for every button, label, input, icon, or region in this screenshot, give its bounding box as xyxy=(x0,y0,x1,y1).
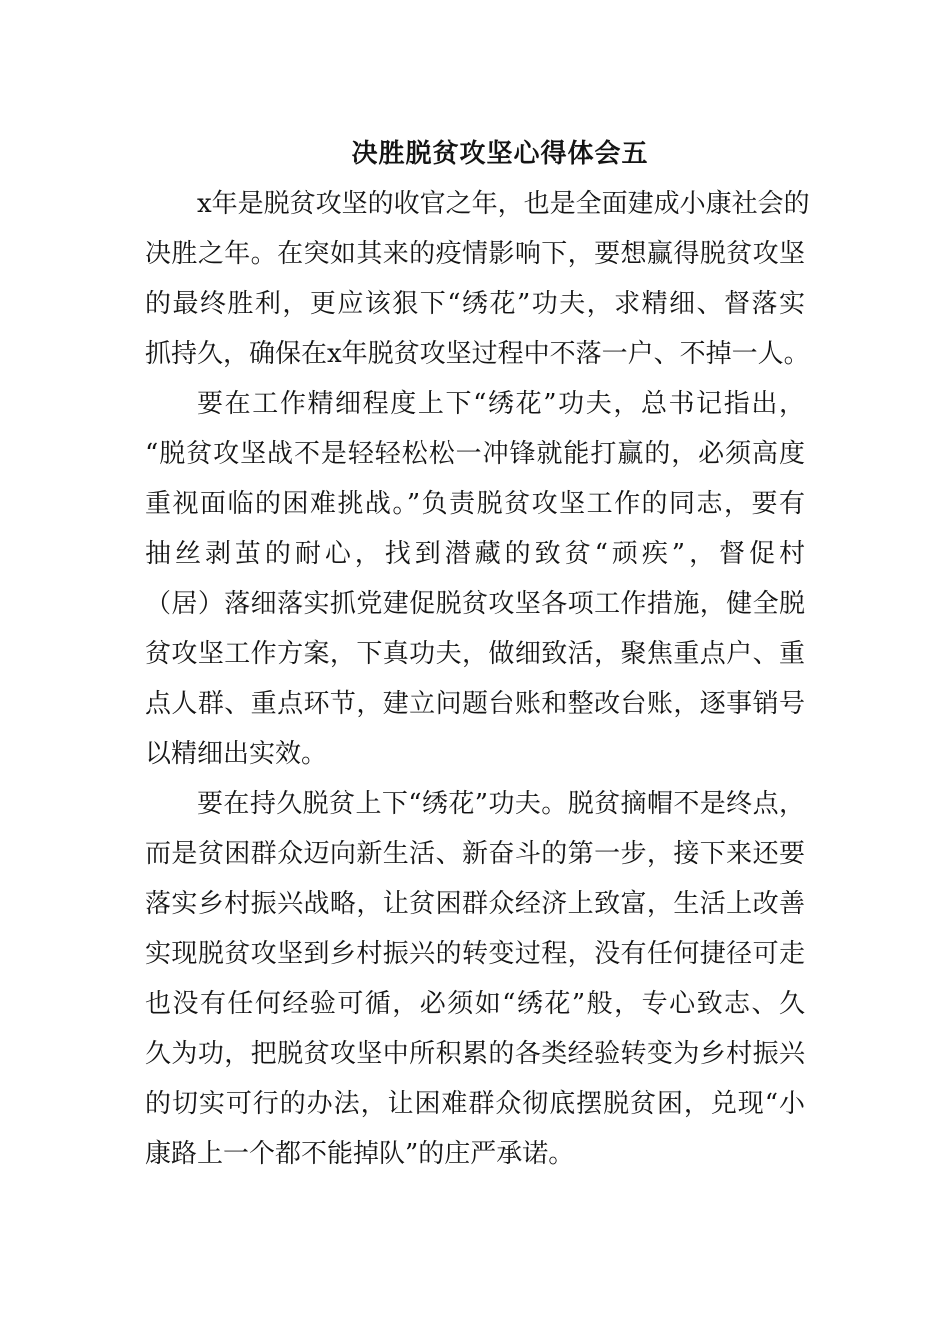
paragraph-1-line-4: 抓持久，确保在x年脱贫攻坚过程中不落一户、不掉一人。 xyxy=(145,339,810,369)
paragraph-2-line-2: “脱贫攻坚战不是轻轻松松一冲锋就能打赢的，必须高度 xyxy=(145,439,805,469)
paragraph-3-line-4: 实现脱贫攻坚到乡村振兴的转变过程，没有任何捷径可走 xyxy=(145,939,805,969)
paragraph-3-line-2: 而是贫困群众迈向新生活、新奋斗的第一步，接下来还要 xyxy=(145,839,805,869)
paragraph-2-line-4: 抽丝剥茧的耐心，找到潜藏的致贫“顽疾”，督促村 xyxy=(145,539,805,569)
paragraph-1-line-1: x年是脱贫攻坚的收官之年，也是全面建成小康社会的 xyxy=(197,189,810,219)
paragraph-2-line-1: 要在工作精细程度上下“绣花”功夫，总书记指出， xyxy=(197,389,805,419)
paragraph-3-line-3: 落实乡村振兴战略，让贫困群众经济上致富，生活上改善 xyxy=(145,889,805,919)
paragraph-1-line-3: 的最终胜利，更应该狠下“绣花”功夫，求精细、督落实 xyxy=(145,289,805,319)
paragraph-2-line-7: 点人群、重点环节，建立问题台账和整改台账，逐事销号 xyxy=(145,689,805,719)
paragraph-3-line-5: 也没有任何经验可循，必须如“绣花”般，专心致志、久 xyxy=(145,989,805,1019)
document-title: 决胜脱贫攻坚心得体会五 xyxy=(351,139,649,169)
paragraph-3-line-1: 要在持久脱贫上下“绣花”功夫。脱贫摘帽不是终点， xyxy=(197,789,805,819)
paragraph-3-line-8: 康路上一个都不能掉队”的庄严承诺。 xyxy=(145,1139,575,1169)
paragraph-2-line-5: （居）落细落实抓党建促脱贫攻坚各项工作措施，健全脱 xyxy=(145,589,805,619)
paragraph-1-line-2: 决胜之年。在突如其来的疫情影响下，要想赢得脱贫攻坚 xyxy=(145,239,805,269)
paragraph-2-line-8: 以精细出实效。 xyxy=(145,739,328,769)
paragraph-3-line-7: 的切实可行的办法，让困难群众彻底摆脱贫困，兑现“小 xyxy=(145,1089,805,1119)
paragraph-2-line-6: 贫攻坚工作方案，下真功夫，做细致活，聚焦重点户、重 xyxy=(145,639,805,669)
paragraph-2-line-3: 重视面临的困难挑战。”负责脱贫攻坚工作的同志，要有 xyxy=(145,489,805,519)
paragraph-3-line-6: 久为功，把脱贫攻坚中所积累的各类经验转变为乡村振兴 xyxy=(145,1039,805,1069)
